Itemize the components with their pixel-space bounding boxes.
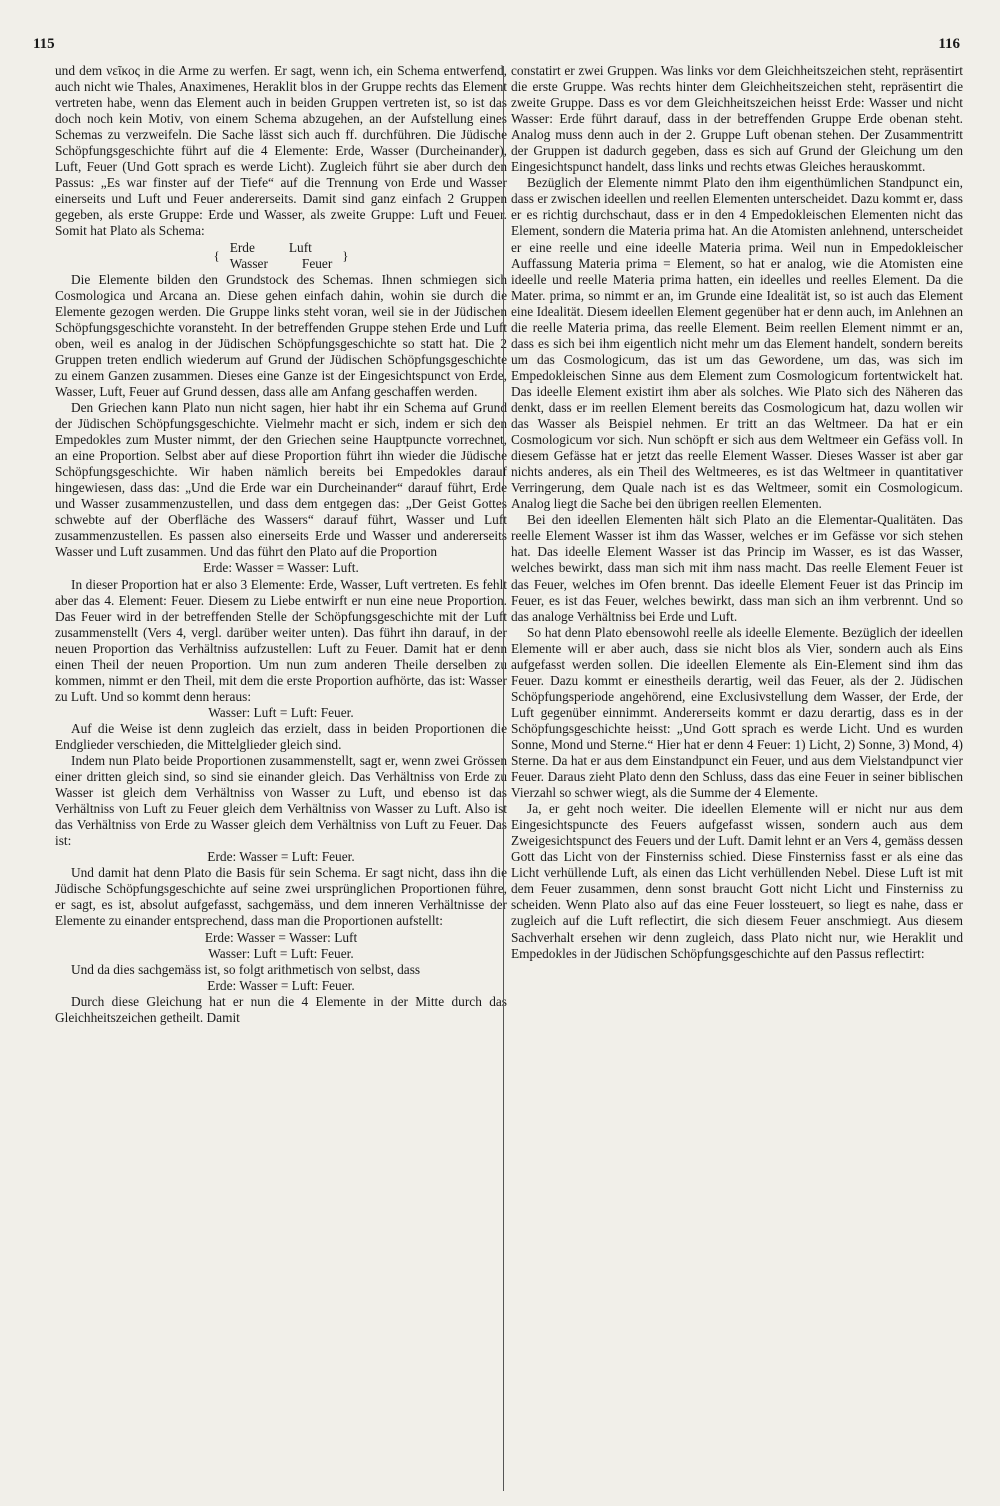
paragraph: Indem nun Plato beide Proportionen zusammenstellt, sagt er, wenn zwei Grössen einer dritten gleich sind, so sind sie einander gleich. Das Verhältniss von Erde zu Wasser ist gleich dem Verhältniss von Wasser zu Luft, und ebenso ist das Verhältniss von Luft zu Feuer gleich dem Verhältniss von Wasser zu Luft. Also ist das Verhältniss von Erde zu Wasser gleich dem Verhältniss von Luft zu Feuer. Das ist: bbox=[55, 753, 507, 849]
paragraph: Auf die Weise ist denn zugleich das erzielt, dass in beiden Proportionen die Endglieder verschieden, die Mittelglieder gleich sind. bbox=[55, 720, 507, 752]
paragraph: Die Elemente bilden den Grundstock des Schemas. Ihnen schmiegen sich Cosmologica und Arcana an. Diese gehen einfach dahin, wohin sie durch die Elemente gezogen werden. Die Gruppe links steht voran, weil sie in der Jüdischen Schöpfungsgeschichte voransteht. In der betreffenden Gruppe stehen Erde und Luft oben, weil es analog in der Jüdischen Schöpfungsgeschichte so statt hat. Die 2 Gruppen treten endlich wiederum auf Grund der Jüdischen Schöpfungsgeschichte zu einem Ganzen zusammen. Dieses eine Ganze ist der Eingesichtspunct von Erde, Wasser, Luft, Feuer auf Grund dessen, dass alle am Anfang geschaffen werden. bbox=[55, 271, 507, 399]
paragraph: Bezüglich der Elemente nimmt Plato den ihm eigenthümlichen Standpunct ein, dass er zwischen ideellen und reellen Elementen unterscheidet. Dazu kommt er, dass er es richtig durchschaut, dass er in den 4 Empedokleischen Elementen nicht das Element, sondern die Materia prima hat. An die Atomisten anlehnend, unterscheidet er eine reelle und eine ideelle Materia prima. Weil nun in Empedokleischer Auffassung Materia prima = Element, so hat er analog, wie die Atomisten eine ideelle und reelle Materia prima hatten, ein ideelles und reelles Element. Da die Mater. prima, so nimmt er an, im Grunde eine Idealität ist, so ist auch das Element eine Idealität. Diesem ideellen Element gegenüber hat er denn auch, im Anlehnen an die reelle Materia prima, das reelle Element. Beim reellen Element nimmt er an, dass es sich bei ihm eigentlich nicht mehr um das Element handelt, sondern bereits um das Cosmologicum, das ist um das Gewordene, um das, was sich im Empedokleischen Sinne aus dem Element zum Cosmologicum fortentwickelt hat. Das ideelle Element existirt ihm aber als solches. Wie Plato sich des Näheren das denkt, dass er im reellen Element bereits das Cosmologicum hat, dazu wollen wir das Wasser als Beispiel nehmen. Er tritt an das Weltmeer. Da hat er ein Cosmologicum vor sich. Nun schöpft er sich aus dem Weltmeer ein Gefäss voll. In diesem Gefässe hat er jetzt das reelle Element Wasser. Dieses Wasser ist aber gar nichts anderes, als ein Theil des Weltmeeres, es ist das Weltmeer in quantitativer Verringerung, dem Quale nach ist es das Weltmeer, somit ein Cosmologicum. Analog liegt die Sache bei den übrigen reellen Elementen. bbox=[511, 175, 963, 512]
paragraph: Bei den ideellen Elementen hält sich Plato an die Elementar-Qualitäten. Das reelle Element Wasser ist ihm das Wasser, welches er im Gefässe vor sich stehen hat. Das ideelle Element Wasser ist das Princip im Wasser, es ist das Wasser, welches bewirkt, dass man sich mit ihm nass macht. Das reelle Element Feuer ist das Feuer, welches im Ofen brennt. Das ideelle Element Feuer ist das Princip im Feuer, es ist das Feuer, welches bewirkt, dass man sich an ihm verbrennt. Und so das analoge Verhältniss bei Erde und Luft. bbox=[511, 512, 963, 624]
schema-cell: Erde bbox=[229, 239, 255, 255]
paragraph: Und damit hat denn Plato die Basis für sein Schema. Er sagt nicht, dass ihn die Jüdische Schöpfungsgeschichte auf seine zwei ursprünglichen Proportionen führe, er sagt, es ist, absolut aufgefasst, sachgemäss, und dem inneren Verhältnisse der Elemente zu einander entsprechend, dass man die Proportionen aufstellt: bbox=[55, 865, 507, 929]
formula: Erde: Wasser = Wasser: Luft bbox=[204, 929, 358, 945]
paragraph: In dieser Proportion hat er also 3 Elemente: Erde, Wasser, Luft vertreten. Es fehlt aber das 4. Element: Feuer. Diesem zu Liebe entwirft er nun eine neue Proportion. Das Feuer wird in der betreffenden Stelle der Schöpfungsgeschichte mit der Luft zusammenstellt (Vers 4, vergl. darüber weiter unten). Das führt ihn darauf, in der neuen Proportion das Verhältniss aufzustellen: Luft zu Feuer. Damit hat er denn einen Theil der neuen Proportion. Um nun zum anderen Theile derselben zu kommen, nimmt er den Theil, mit dem die erste Proportion aufhörte, das ist: Wasser zu Luft. Und so kommt denn heraus: bbox=[55, 576, 507, 704]
formula: Erde: Wasser = Wasser: Luft. bbox=[203, 560, 359, 576]
schema-cell: Feuer bbox=[301, 255, 333, 271]
column-divider bbox=[503, 66, 504, 1491]
left-brace: { bbox=[213, 247, 220, 263]
paragraph: constatirt er zwei Gruppen. Was links vor dem Gleichheitszeichen steht, repräsentirt die erste Gruppe. Was rechts hinter dem Gleichheitszeichen steht, repräsentirt die zweite Gruppe. Dass es vor dem Gleichheitszeichen heisst Erde: Wasser und nicht Wasser: Erde führt darauf, dass in der betreffenden Gruppe Erde obenan steht. Analog muss denn auch in der 2. Gruppe Luft obenan stehen. Der Zusammentritt der Gruppen ist dadurch gegeben, dass es sich auf Grund der Gleichung um den Eingesichtspunct handelt, dass links und rechts etwas Gleiches herauskommt. bbox=[511, 63, 963, 175]
page-number-left: 115 bbox=[33, 36, 55, 52]
formula: Wasser: Luft = Luft: Feuer. bbox=[208, 945, 354, 961]
formula: Erde: Wasser = Luft: Feuer. bbox=[207, 977, 355, 993]
paragraph: So hat denn Plato ebensowohl reelle als ideelle Elemente. Bezüglich der ideellen Elemente will er aber auch, dass sie nicht blos als Vier, sondern auch als Eins aufgefasst werden sollen. Die ideellen Elemente als Ein-Element sind ihm das Feuer. Dazu kommt er einestheils derartig, weil das Feuer, als der 2. Jüdischen Schöpfungsperiode angehörend, eine Exclusivstellung dem Wasser, der Erde, der Luft gegenüber einnimmt. Andererseits kommt er dazu derartig, dass es in der Schöpfungsgeschichte heisst: „Und Gott sprach es werde Licht. Und es wurden Sonne, Mond und Sterne.“ Hier hat er denn 4 Feuer: 1) Licht, 2) Sonne, 3) Mond, 4) Sterne. Da hat er aus dem Einstandpunct ein Feuer, und aus dem Vielstandpunct vier Feuer. Daraus zieht Plato denn den Schluss, dass das eine Feuer in seiner biblischen Vierzahl so schwer wiegt, als die Summe der 4 Elemente. bbox=[511, 624, 963, 801]
page-number-right: 116 bbox=[938, 36, 960, 52]
paragraph: und dem νεῖκος in die Arme zu werfen. Er sagt, wenn ich, ein Schema entwerfend, auch nicht wie Thales, Anaximenes, Heraklit blos in der Gruppe rechts das Element vertreten habe, wenn das Element auch in beiden Gruppen vertreten ist, so ist das doch noch kein Motiv, von einem Schema abzugehen, an der Aufstellung eines Schemas zu verzweifeln. Die Sache lässt sich auch ff. durchführen. Die Jüdische Schöpfungsgeschichte führt auf die 4 Elemente: Erde, Wasser (Durcheinander), Luft, Feuer (Und Gott sprach es werde Licht). Zugleich führt sie aber durch den Passus: „Es war finster auf der Tiefe“ auf die Trennung von Erde und Wasser einerseits und Luft und Feuer andererseits. Damit sind ganz einfach 2 Gruppen gegeben, als erste Gruppe: Erde und Wasser, als zweite Gruppe: Luft und Feuer. Somit hat Plato als Schema: bbox=[55, 63, 507, 239]
schema-cell: Luft bbox=[288, 239, 312, 255]
left-column bbox=[55, 63, 507, 1026]
paragraph: Und da dies sachgemäss ist, so folgt arithmetisch von selbst, dass bbox=[71, 961, 421, 977]
paragraph: Durch diese Gleichung hat er nun die 4 Elemente in der Mitte durch das Gleichheitszeichen getheilt. Damit bbox=[55, 993, 507, 1025]
paragraph: Ja, er geht noch weiter. Die ideellen Elemente will er nicht nur aus dem Eingesichtspuncte des Feuers aufgefasst wissen, sondern auch aus dem Zweigesichtspunct des Feuers und der Luft. Damit lehnt er an Vers 4, gemäss dessen Gott das Licht von der Finsterniss schied. Diese Finsterniss fasst er als eine das Licht verhüllende Luft, als einen das Licht verhüllenden Nebel. Diese Luft ist mit dem Feuer zusammen, denn sonst braucht Gott nicht Licht und Finsterniss zu scheiden. Wenn Plato also auf das eine Feuer lossteuert, so liegt es nahe, dass er zugleich auf die Luft reflectirt, die sich diesem Feuer anschmiegt. Aus diesem Sachverhalt ersehen wir denn zugleich, dass Plato nicht nur, wie Heraklit und Empedokles in der Jüdischen Schöpfungsgeschichte auf den Passus reflectirt: bbox=[511, 801, 963, 961]
formula: Erde: Wasser = Luft: Feuer. bbox=[207, 849, 355, 865]
schema-cell: Wasser bbox=[229, 255, 268, 271]
formula: Wasser: Luft = Luft: Feuer. bbox=[208, 704, 354, 720]
element-schema bbox=[55, 240, 507, 272]
right-brace: } bbox=[342, 247, 349, 263]
paragraph: Den Griechen kann Plato nun nicht sagen, hier habt ihr ein Schema auf Grund der Jüdischen Schöpfungsgeschichte. Vielmehr macht er sich, indem er sich den Empedokles zum Muster nimmt, der den Griechen seine Hauptpuncte vorrechnet, an eine Proportion. Selbst aber auf diese Proportion führt ihn wieder die Jüdische Schöpfungsgeschichte. Wir haben nämlich bereits bei Empedokles darauf hingewiesen, dass das: „Und die Erde war ein Durcheinander“ darauf führt, Erde und Wasser zusammenzustellen, und dass dem entgegen das: „Der Geist Gottes schwebte auf der Oberfläche des Wassers“ darauf führt, Wasser und Luft zusammenzustellen. Es passen also einerseits Erde und Wasser und andererseits Wasser und Luft zusammen. Und das führt den Plato auf die Proportion bbox=[55, 399, 507, 560]
right-column bbox=[511, 63, 963, 962]
